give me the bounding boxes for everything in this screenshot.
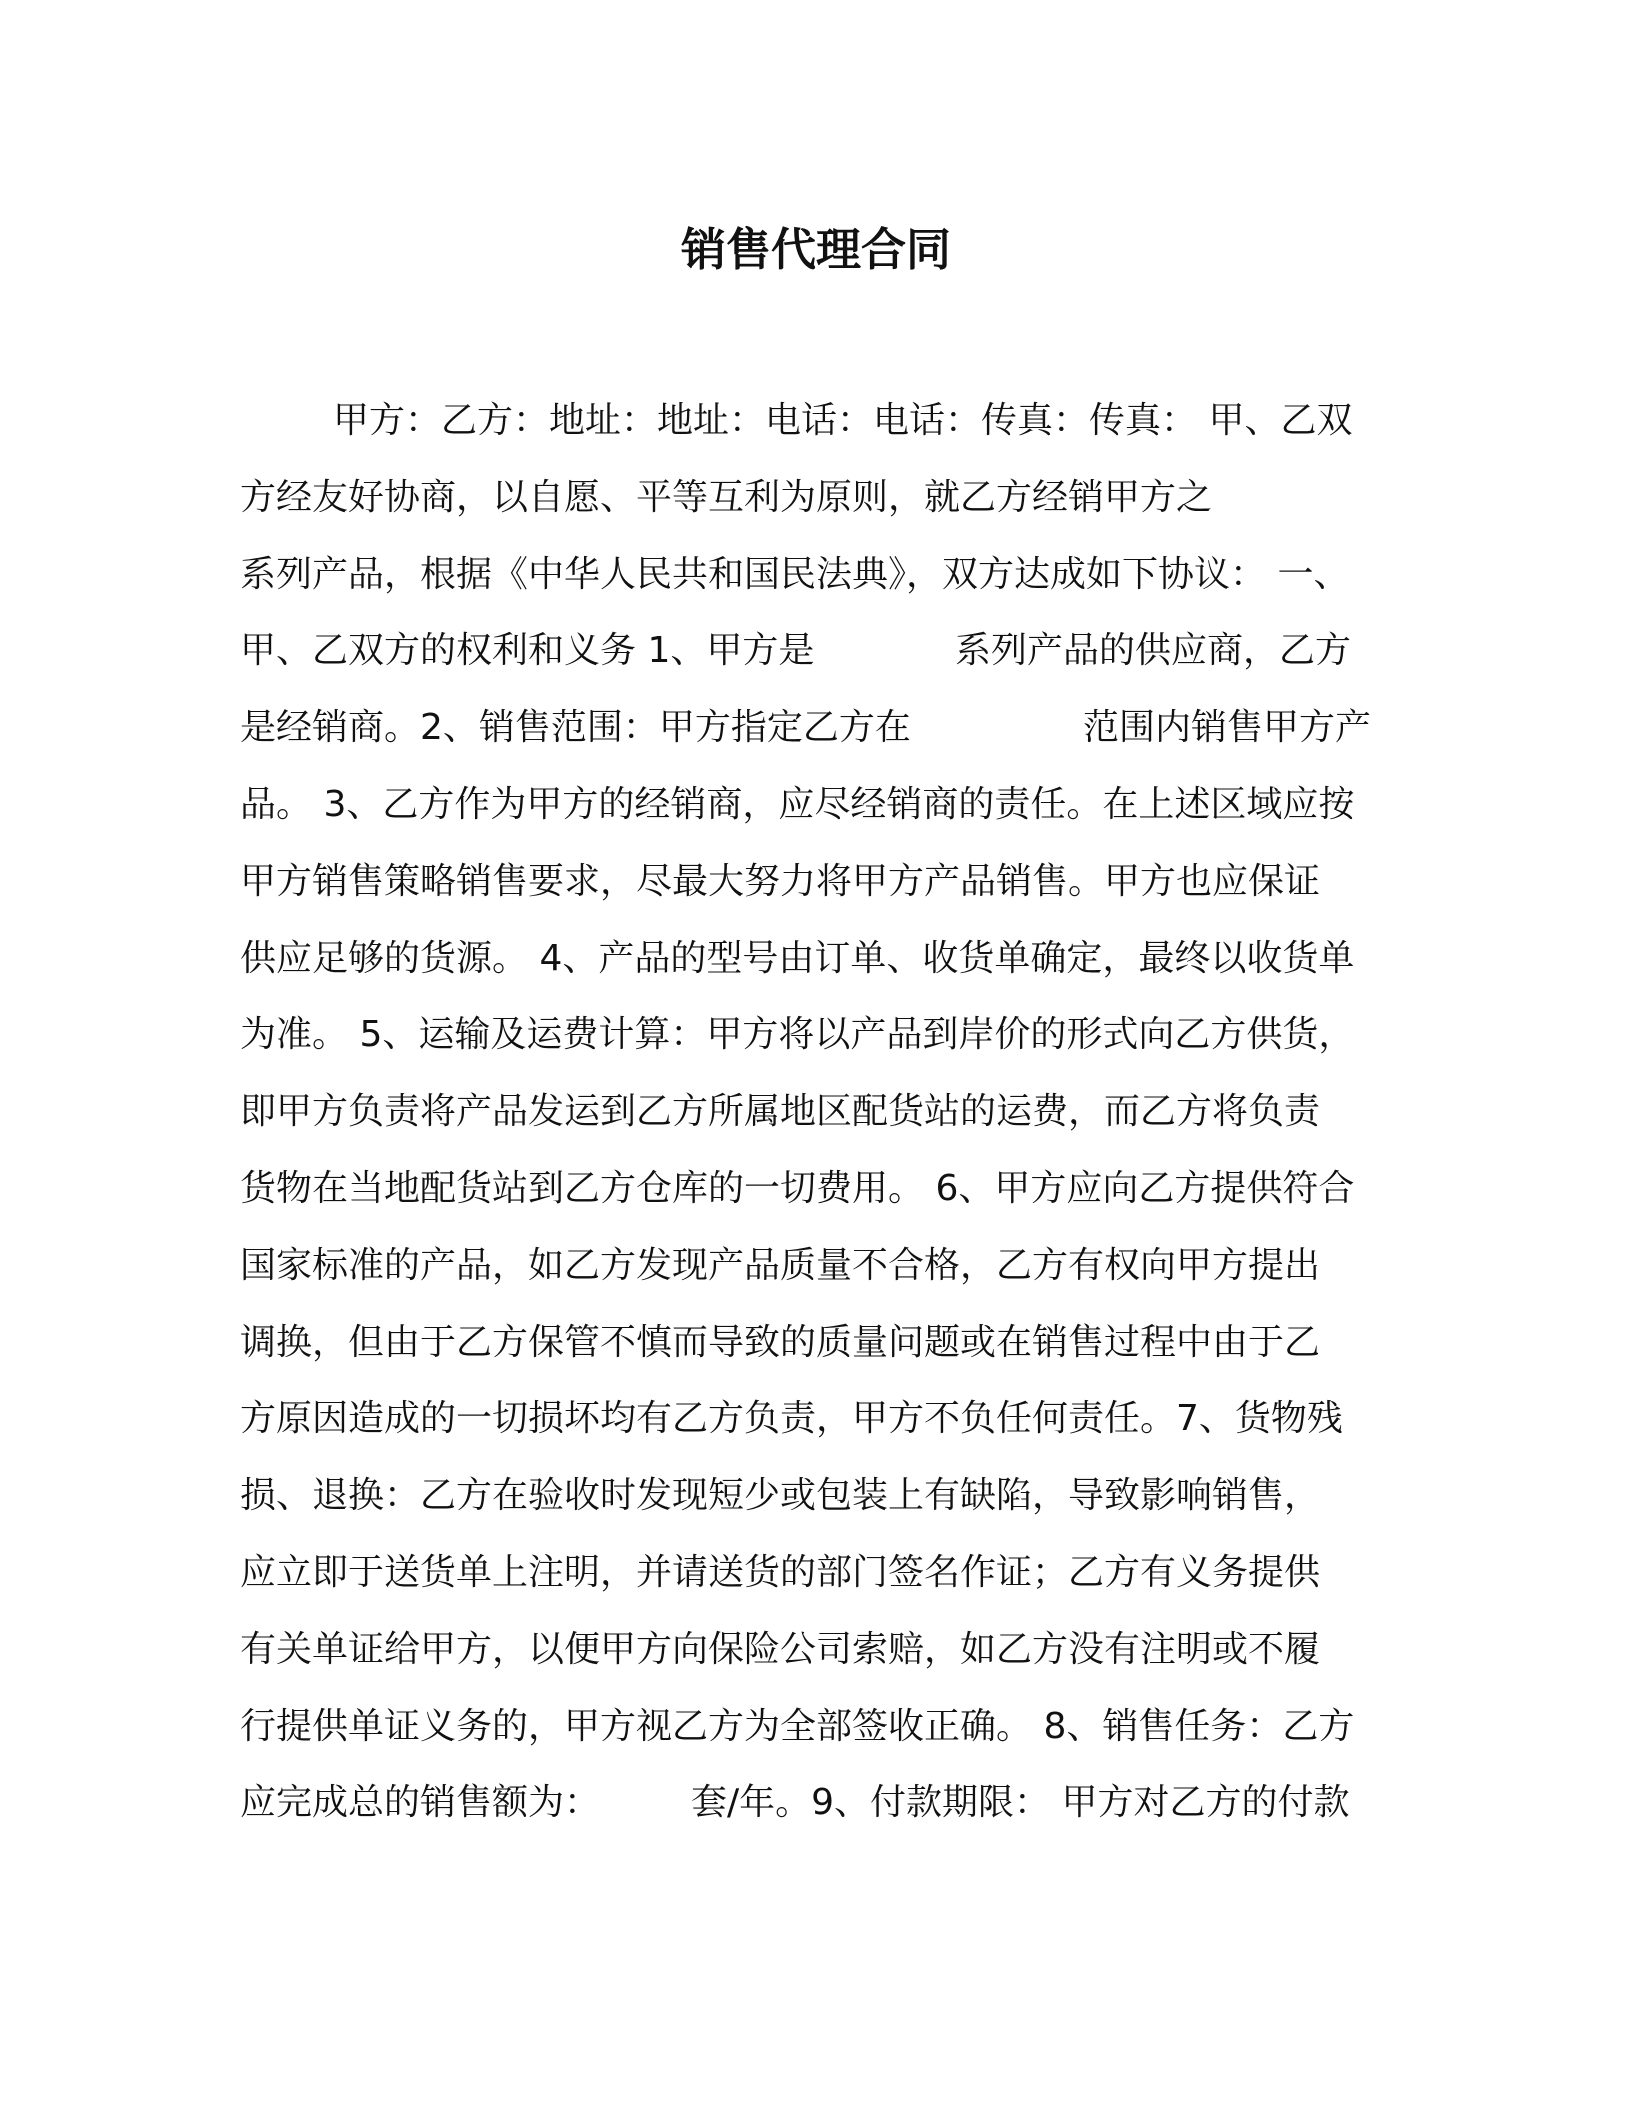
text-segment: 品。 3、乙方作为甲方的经销商，应尽经销商的责任。在上述区域应按 — [240, 784, 1355, 825]
text-segment: 即甲方负责将产品发运到乙方所属地区配货站的运费，而乙方将负责 — [240, 1091, 1321, 1133]
text-segment: 甲方销售策略销售要求，尽最大努力将甲方产品销售。甲方也应保证 — [240, 860, 1321, 902]
body-line — [240, 621, 1376, 681]
text-segment: 调换，但由于乙方保管不慎而导致的质量问题或在销售过程中由于乙 — [240, 1321, 1321, 1363]
body-line — [240, 1466, 1376, 1526]
text-segment: 系列产品的供应商，乙方 — [955, 630, 1352, 672]
text-segment: 行提供单证义务的，甲方视乙方为全部签收正确。 8、销售任务：乙方 — [240, 1705, 1355, 1747]
text-segment: 甲方：乙方：地址：地址：电话：电话：传真：传真： 甲、乙双 — [333, 400, 1353, 441]
body-line — [240, 1697, 1376, 1757]
text-segment: 货物在当地配货站到乙方仓库的一切费用。 6、甲方应向乙方提供符合 — [240, 1168, 1355, 1209]
body-line — [240, 545, 1376, 605]
text-segment: 有关单证给甲方，以便甲方向保险公司索赔，如乙方没有注明或不履 — [240, 1628, 1321, 1670]
text-segment: 应完成总的销售额为： — [240, 1782, 601, 1824]
text-segment: 套/年。9、付款期限： 甲方对乙方的付款 — [691, 1782, 1350, 1824]
body-line — [240, 775, 1376, 835]
body-line — [240, 852, 1376, 912]
text-segment: 供应足够的货源。 4、产品的型号由订单、收货单确定，最终以收货单 — [240, 937, 1355, 979]
text-segment: 方经友好协商，以自愿、平等互利为原则，就乙方经销甲方之 — [240, 476, 1213, 518]
body-line — [240, 1236, 1376, 1296]
text-segment: 范围内销售甲方产 — [1083, 707, 1372, 749]
text-segment: 是经销商。2、销售范围：甲方指定乙方在 — [240, 707, 911, 749]
body-line — [240, 1543, 1376, 1603]
body-line — [240, 698, 1376, 758]
body-line — [240, 929, 1376, 989]
body-line — [240, 391, 1376, 451]
body-line — [240, 1620, 1376, 1680]
body-line — [240, 468, 1376, 528]
text-segment: 方原因造成的一切损坏均有乙方负责，甲方不负任何责任。7、货物残 — [240, 1398, 1343, 1440]
body-line — [240, 1159, 1376, 1219]
text-segment: 国家标准的产品，如乙方发现产品质量不合格，乙方有权向甲方提出 — [240, 1244, 1321, 1286]
text-segment: 甲、乙双方的权利和义务 1、甲方是 — [240, 630, 815, 672]
body-line — [240, 1389, 1376, 1449]
body-line — [240, 1773, 1376, 1833]
document-title: 销售代理合同 — [680, 223, 951, 276]
text-segment: 系列产品，根据《中华人民共和国民法典》，双方达成如下协议： 一、 — [240, 553, 1350, 595]
body-line — [240, 1005, 1376, 1065]
text-segment: 为准。 5、运输及运费计算：甲方将以产品到岸价的形式向乙方供货， — [240, 1014, 1355, 1056]
text-segment: 应立即于送货单上注明，并请送货的部门签名作证；乙方有义务提供 — [240, 1552, 1321, 1593]
body-line — [240, 1313, 1376, 1373]
text-segment: 损、退换：乙方在验收时发现短少或包装上有缺陷，导致影响销售， — [240, 1475, 1321, 1517]
body-line — [240, 1082, 1376, 1142]
